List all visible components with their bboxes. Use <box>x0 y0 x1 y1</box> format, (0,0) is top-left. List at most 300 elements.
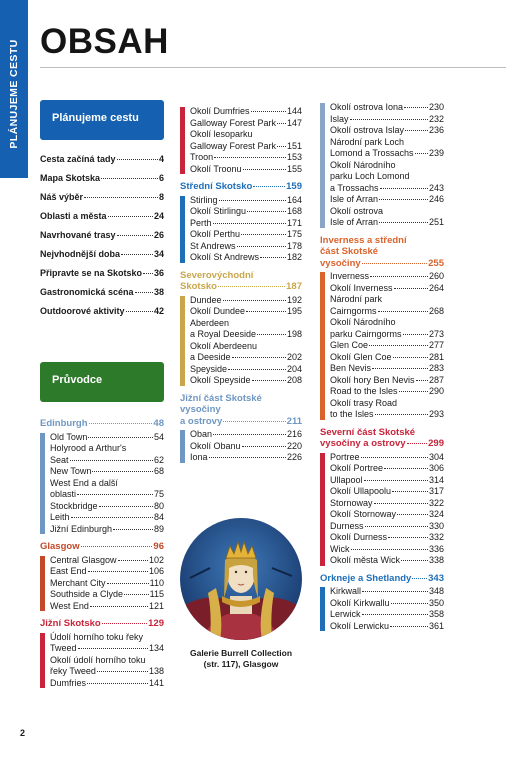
entry-text-line <box>50 501 164 513</box>
toc-entry <box>190 106 302 118</box>
entry-title: Cairngorms <box>330 305 377 316</box>
entry-page: 304 <box>428 451 444 462</box>
toc-entry <box>50 589 164 601</box>
section-entries <box>40 632 164 690</box>
entry-title: Dundee <box>190 294 222 305</box>
entry-page: 141 <box>148 677 164 688</box>
entry-page: 236 <box>428 125 444 135</box>
toc-entry <box>50 632 164 655</box>
toc-entry <box>330 137 444 160</box>
entry-text-line <box>190 218 302 230</box>
plan-item-label: Připravte se na Skotsko <box>40 268 143 278</box>
leader-dots <box>135 292 153 293</box>
entry-title: Dumfries <box>50 677 87 688</box>
leader-dots <box>404 107 428 108</box>
entry-page: 239 <box>428 148 444 158</box>
toc-entry <box>190 241 302 253</box>
entry-text-line <box>190 429 302 441</box>
entry-title: Okolí Lerwicku <box>330 620 390 631</box>
leader-dots <box>237 246 286 247</box>
entry-page: 204 <box>286 363 302 374</box>
toc-entry <box>330 498 444 510</box>
toc-entry <box>50 678 164 690</box>
entry-text-line <box>50 455 164 467</box>
leader-dots <box>77 494 153 495</box>
entry-text-line <box>330 521 444 533</box>
leader-dots <box>415 153 428 154</box>
toc-column-2 <box>180 104 302 464</box>
leader-dots <box>71 517 153 518</box>
entry-title: Okolí St Andrews <box>190 252 260 262</box>
entry-page: 268 <box>428 305 444 316</box>
leader-dots <box>405 130 428 131</box>
section-heading-line: Inverness a střední <box>320 234 407 246</box>
entry-page: 171 <box>286 217 302 228</box>
toc-section-jizni <box>40 618 164 689</box>
entry-page: 134 <box>148 643 164 653</box>
leader-dots <box>241 234 286 235</box>
entry-page: 155 <box>286 163 302 174</box>
toc-entry <box>190 129 302 152</box>
leader-dots <box>107 583 149 584</box>
section-heading-text: Glasgow <box>40 541 80 552</box>
entry-text-line <box>330 621 444 633</box>
entry-text-line <box>190 241 302 253</box>
entry-text-line <box>190 106 302 118</box>
leader-dots <box>242 446 286 447</box>
entry-title: Okolí Dundee <box>190 306 246 316</box>
section-entries <box>180 429 302 464</box>
leader-dots <box>209 457 286 458</box>
leader-dots <box>390 626 428 627</box>
entry-text-line <box>190 306 302 318</box>
entry-title: Stirling <box>190 194 218 205</box>
toc-entry <box>330 398 444 421</box>
section-heading-line <box>180 181 302 193</box>
section-page: 299 <box>428 438 444 449</box>
toc-entry <box>190 375 302 387</box>
page-title: OBSAH <box>40 22 169 61</box>
entry-page: 182 <box>286 252 302 262</box>
entry-title: Lerwick <box>330 609 361 619</box>
leader-dots <box>218 286 285 287</box>
side-tab-label: PLÁNUJEME CESTU <box>8 39 20 149</box>
section-heading-text: Edinburgh <box>40 418 88 429</box>
entry-page: 216 <box>286 429 302 439</box>
entry-page: 153 <box>286 152 302 162</box>
toc-entry <box>190 206 302 218</box>
entry-title: Merchant City <box>50 577 106 588</box>
toc-entry <box>50 578 164 590</box>
toc-section-edinburgh <box>40 418 164 535</box>
entry-title: Ullapool <box>330 474 363 485</box>
entry-text-line <box>190 118 302 130</box>
toc-entry <box>330 363 444 375</box>
plan-list-item <box>40 169 164 188</box>
leader-dots <box>117 159 158 160</box>
entry-text-line <box>190 195 302 207</box>
entry-text-line <box>330 363 444 375</box>
toc-entry <box>330 352 444 364</box>
toc-section-severni <box>320 427 444 567</box>
entry-text-line <box>330 409 444 421</box>
entry-page: 277 <box>428 340 444 350</box>
entry-text-line <box>50 643 164 655</box>
toc-entry <box>190 229 302 241</box>
entry-title: Okolí ostrova Islay <box>330 125 405 135</box>
entry-text-line: Okolí lesoparku <box>190 129 253 139</box>
entry-text-line <box>330 486 444 498</box>
toc-entry <box>190 295 302 307</box>
toc-entry <box>330 194 444 206</box>
entry-title: Stornoway <box>330 497 373 508</box>
section-page: 129 <box>148 618 164 629</box>
leader-dots <box>124 594 149 595</box>
entry-text-line <box>330 532 444 544</box>
section-color-bar <box>180 296 185 386</box>
entry-title: Central Glasgow <box>50 554 117 565</box>
entry-text-line: Národní park Loch <box>330 136 405 147</box>
guide-heading-box: Průvodce <box>40 362 164 402</box>
entry-text-line <box>330 114 444 126</box>
toc-entry <box>330 160 444 195</box>
toc-entry <box>50 501 164 513</box>
entry-text-line: Okolí údolí horního toku <box>50 654 146 665</box>
section-heading-text: vysočiny a ostrovy <box>320 438 406 449</box>
leader-dots <box>228 369 286 370</box>
section-entries <box>40 432 164 536</box>
entry-text-line <box>330 340 444 352</box>
plan-item-page: 6 <box>158 173 164 183</box>
leader-dots <box>246 311 286 312</box>
section-entries <box>180 106 302 175</box>
entry-text-line <box>330 329 444 341</box>
entry-page: 202 <box>286 352 302 362</box>
toc-entry <box>330 609 444 621</box>
entry-page: 324 <box>428 509 444 519</box>
section-color-bar <box>320 453 325 566</box>
entry-page: 192 <box>286 294 302 305</box>
entry-title: Iona <box>190 452 208 462</box>
entry-text-line <box>190 329 302 341</box>
leader-dots <box>219 200 286 201</box>
entry-text-line <box>330 283 444 295</box>
entry-text-line <box>190 441 302 453</box>
entry-title: Glen Coe <box>330 340 369 350</box>
entry-title: Isle of Arran <box>330 217 379 227</box>
section-heading <box>320 427 444 450</box>
plan-item-page: 24 <box>153 211 164 221</box>
toc-section-ostrovy_cont <box>320 102 444 229</box>
section-color-bar <box>180 196 185 263</box>
entry-title: East End <box>50 566 87 576</box>
leader-dots <box>397 514 428 515</box>
section-heading-line <box>320 258 444 270</box>
entry-page: 293 <box>428 409 444 419</box>
entry-text-line <box>190 164 302 176</box>
entry-text-line <box>190 364 302 376</box>
leader-dots <box>391 603 428 604</box>
entry-page: 89 <box>153 523 164 534</box>
leader-dots <box>92 471 153 472</box>
entry-text-line <box>330 555 444 567</box>
section-heading-line: část Skotské <box>320 246 379 257</box>
section-heading-text: Skotsko <box>180 281 217 292</box>
entry-text-line <box>330 375 444 387</box>
section-heading-text: vysočiny <box>320 257 361 269</box>
entry-title: Old Town <box>50 431 88 442</box>
entry-text-line <box>330 352 444 364</box>
section-color-bar <box>180 107 185 174</box>
leader-dots <box>117 235 153 236</box>
entry-text-line <box>50 601 164 613</box>
entry-text-line <box>330 386 444 398</box>
entry-page: 226 <box>286 452 302 462</box>
section-color-bar <box>40 433 45 535</box>
section-heading <box>40 541 164 553</box>
entry-title: Okolí města Wick <box>330 555 401 565</box>
section-heading <box>40 418 164 430</box>
entry-text-line: Údolí horního toku řeky <box>50 631 144 642</box>
plan-item-page: 8 <box>158 192 164 202</box>
entry-page: 273 <box>428 328 444 339</box>
leader-dots <box>260 257 286 258</box>
plan-item-page: 36 <box>153 268 164 278</box>
leader-dots <box>388 537 428 538</box>
leader-dots <box>113 529 153 530</box>
leader-dots <box>277 146 286 147</box>
entry-page: 361 <box>428 620 444 631</box>
leader-dots <box>126 311 153 312</box>
entry-title: Seat <box>50 454 69 465</box>
section-entries <box>180 295 302 387</box>
section-entries <box>320 452 444 567</box>
leader-dots <box>102 623 147 624</box>
leader-dots <box>89 423 153 424</box>
entry-text-line: Okolí trasy Road <box>330 397 398 408</box>
entry-text-line: Okolí Národního <box>330 159 396 170</box>
toc-entry <box>330 532 444 544</box>
leader-dots <box>78 648 148 649</box>
entry-title: Road to the Isles <box>330 386 398 396</box>
toc-entry <box>190 152 302 164</box>
entry-text-line: Okolí Aberdeenu <box>190 340 258 351</box>
entry-page: 281 <box>428 351 444 362</box>
entry-page: 314 <box>428 474 444 485</box>
toc-section-orkneje <box>320 573 444 633</box>
section-entries <box>180 195 302 264</box>
section-color-bar <box>320 103 325 228</box>
leader-dots <box>364 480 428 481</box>
entry-title: Tweed <box>50 643 77 653</box>
leader-dots <box>403 334 428 335</box>
entry-text-line <box>50 678 164 690</box>
entry-page: 75 <box>153 489 164 499</box>
toc-entry <box>50 512 164 524</box>
entry-text-line <box>50 524 164 536</box>
leader-dots <box>351 549 428 550</box>
entry-page: 322 <box>428 497 444 508</box>
entry-page: 54 <box>153 431 164 442</box>
leader-dots <box>213 434 286 435</box>
leader-dots <box>108 216 153 217</box>
toc-entry <box>190 364 302 376</box>
toc-entry <box>190 164 302 176</box>
entry-text-line <box>330 463 444 475</box>
toc-entry <box>190 429 302 441</box>
toc-entry <box>50 432 164 444</box>
leader-dots <box>407 443 428 444</box>
entry-title: a Trossachs <box>330 182 379 193</box>
toc-entry <box>190 318 302 341</box>
leader-dots <box>350 119 428 120</box>
leader-dots <box>374 503 428 504</box>
plan-item-page: 4 <box>158 154 164 164</box>
page-number: 2 <box>20 728 26 738</box>
toc-entry <box>330 463 444 475</box>
leader-dots <box>87 683 148 684</box>
entry-page: 195 <box>286 306 302 316</box>
entry-title: Okolí Portree <box>330 463 384 473</box>
entry-title: Galloway Forest Park <box>190 140 277 151</box>
section-heading <box>180 181 302 193</box>
leader-dots <box>251 111 286 112</box>
entry-text-line <box>50 589 164 601</box>
entry-page: 84 <box>153 512 164 522</box>
plan-list-item <box>40 264 164 283</box>
entry-title: Galloway Forest Park <box>190 117 277 128</box>
entry-page: 230 <box>428 102 444 112</box>
toc-entry <box>330 621 444 633</box>
leader-dots <box>372 368 428 369</box>
leader-dots <box>369 345 428 346</box>
entry-text-line: Okolí ostrova <box>330 205 384 216</box>
entry-page: 330 <box>428 520 444 531</box>
entry-title: Okolí Glen Coe <box>330 351 392 362</box>
entry-page: 290 <box>428 386 444 396</box>
entry-page: 348 <box>428 586 444 596</box>
toc-entry <box>50 655 164 678</box>
entry-page: 232 <box>428 113 444 124</box>
plan-item-page: 38 <box>153 287 164 297</box>
toc-entry <box>330 283 444 295</box>
toc-entry <box>190 452 302 464</box>
plan-list <box>40 150 164 321</box>
toc-entry <box>330 544 444 556</box>
entry-page: 106 <box>148 566 164 576</box>
entry-text-line: Aberdeen <box>190 317 230 328</box>
toc-entry <box>330 102 444 114</box>
plan-list-item <box>40 207 164 226</box>
toc-entry <box>330 475 444 487</box>
leader-dots <box>88 437 153 438</box>
toc-entry <box>330 375 444 387</box>
entry-text-line <box>330 271 444 283</box>
entry-title: Islay <box>330 113 349 124</box>
entry-page: 350 <box>428 597 444 608</box>
entry-page: 138 <box>148 666 164 676</box>
toc-section-glasgow <box>40 541 164 612</box>
leader-dots <box>99 506 153 507</box>
toc-entry <box>330 114 444 126</box>
entry-title: Speyside <box>190 363 228 374</box>
entry-text-line <box>50 489 164 501</box>
entry-page: 175 <box>286 229 302 239</box>
section-heading-line: Severovýchodní <box>180 269 254 281</box>
entry-text-line <box>330 452 444 464</box>
section-heading-text: a ostrovy <box>180 415 223 427</box>
leader-dots <box>143 273 153 274</box>
leader-dots <box>257 334 286 335</box>
entry-text-line: parku Loch Lomond <box>330 171 410 181</box>
entry-title: Okolí Obanu <box>190 440 241 451</box>
entry-title: Okolí Stornoway <box>330 509 397 519</box>
entry-text-line <box>330 598 444 610</box>
plan-item-label: Gastronomická scéna <box>40 287 134 297</box>
entry-title: Portree <box>330 451 360 462</box>
entry-page: 147 <box>286 117 302 128</box>
toc-entry <box>190 306 302 318</box>
section-heading-line <box>40 541 164 553</box>
toc-column-1 <box>40 418 164 689</box>
section-entries <box>320 102 444 229</box>
entry-text-line <box>330 125 444 137</box>
entry-title: Isle of Arran <box>330 194 379 204</box>
section-heading <box>320 573 444 585</box>
toc-section-jizni_cont <box>180 106 302 175</box>
leader-dots <box>101 178 158 179</box>
section-color-bar <box>40 556 45 612</box>
entry-text-line <box>190 252 302 264</box>
section-heading-line: Severní část Skotské <box>320 426 416 438</box>
toc-entry <box>190 441 302 453</box>
stained-glass-portrait-image <box>180 518 302 640</box>
toc-entry <box>330 340 444 352</box>
entry-title: Okolí ostrova Iona <box>330 102 404 112</box>
entry-text-line <box>50 566 164 578</box>
entry-page: 198 <box>286 329 302 339</box>
entry-text-line <box>50 512 164 524</box>
section-page: 96 <box>153 541 164 552</box>
leader-dots <box>370 276 428 277</box>
entry-title: Perth <box>190 217 212 228</box>
toc-entry <box>330 125 444 137</box>
entry-title: Southside a Clyde <box>50 589 124 599</box>
entry-title: a Royal Deeside <box>190 329 257 339</box>
toc-entry <box>190 118 302 130</box>
plan-list-item <box>40 302 164 321</box>
plan-list-item <box>40 226 164 245</box>
entry-title: Okolí Inverness <box>330 282 393 293</box>
entry-page: 115 <box>149 589 164 599</box>
section-color-bar <box>320 272 325 420</box>
entry-text-line: Okolí Národního <box>330 317 396 327</box>
plan-item-label: Outdoorové aktivity <box>40 306 125 316</box>
section-color-bar <box>40 633 45 689</box>
entry-text-line <box>50 466 164 478</box>
entry-text-line <box>190 352 302 364</box>
section-heading-text: Střední Skotsko <box>180 181 253 192</box>
leader-dots <box>277 123 286 124</box>
section-heading-line: Jižní část Skotské vysočiny <box>180 392 262 415</box>
toc-section-stredni <box>180 181 302 264</box>
entry-text-line <box>330 306 444 318</box>
entry-page: 246 <box>428 194 444 204</box>
toc-entry <box>330 206 444 229</box>
entry-text-line <box>190 452 302 464</box>
section-heading <box>40 618 164 630</box>
leader-dots <box>252 380 286 381</box>
